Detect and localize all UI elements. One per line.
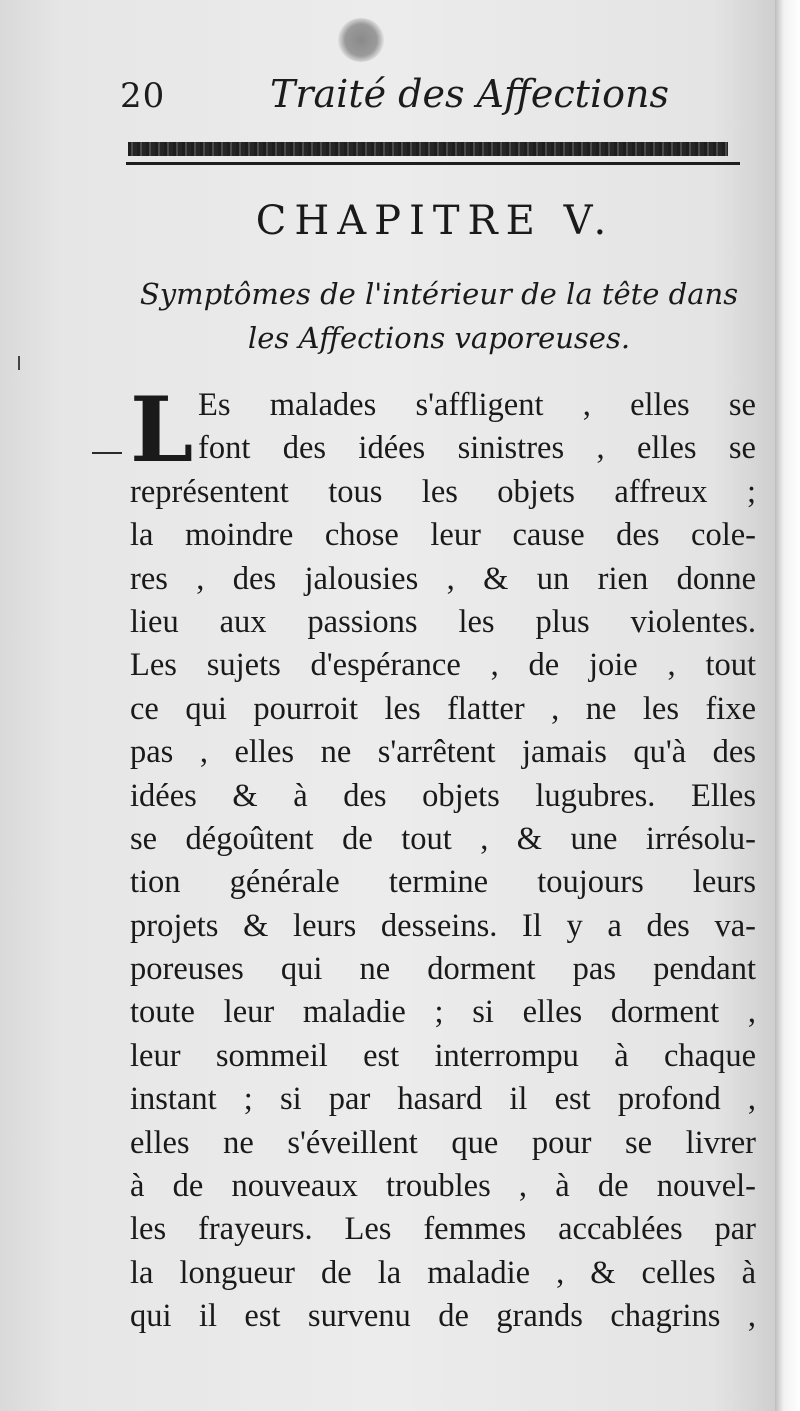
page-number: 20: [120, 76, 166, 116]
text-line: la longueur de la maladie , & celles à: [130, 1254, 756, 1291]
chapter-subtitle: [130, 272, 748, 360]
text-line: tion générale termine toujours leurs: [130, 864, 756, 901]
text-line: leur sommeil est interrompu à chaque: [130, 1037, 756, 1074]
text-line: toute leur maladie ; si elles dorment ,: [130, 994, 756, 1031]
subtitle-line: les Affections vaporeuses.: [247, 321, 631, 355]
text-line: projets & leurs desseins. Il y a des va-: [130, 907, 756, 944]
margin-dash: [92, 452, 122, 454]
text-line: ce qui pourroit les flatter , ne les fixe: [130, 690, 756, 727]
page-header: [120, 72, 740, 122]
text-line: res , des jalousies , & un rien donne: [130, 560, 756, 597]
text-line: font des idées sinistres , elles se: [198, 430, 756, 467]
chapter-title: CHAPITRE V.: [255, 198, 615, 244]
ink-smudge: [338, 18, 384, 62]
text-line: les frayeurs. Les femmes accablées par: [130, 1211, 756, 1248]
subtitle-line: Symptômes de l'intérieur de la tête dans: [139, 277, 739, 311]
text-line: instant ; si par hasard il est profond ,: [130, 1081, 756, 1118]
text-line: la moindre chose leur cause des cole-: [130, 517, 756, 554]
text-line: Les sujets d'espérance , de joie , tout: [130, 647, 756, 684]
text-line: à de nouveaux troubles , à de nouvel-: [130, 1168, 756, 1205]
text-line: représentent tous les objets affreux ;: [130, 473, 756, 510]
page-edge: [775, 0, 800, 1411]
text-line: Es malades s'affligent , elles se: [198, 387, 756, 423]
body-text: [130, 377, 756, 1339]
text-line: poreuses qui ne dorment pas pendant: [130, 951, 756, 988]
text-line: pas , elles ne s'arrêtent jamais qu'à des: [130, 734, 756, 771]
ornament-line: [126, 162, 740, 165]
text-line: idées & à des objets lugubres. Elles: [130, 777, 756, 814]
text-line: lieu aux passions les plus violentes.: [130, 603, 756, 640]
margin-mark: [18, 356, 20, 370]
ornamental-rule: [126, 142, 740, 172]
text-line: se dégoûtent de tout , & une irrésolu-: [130, 820, 756, 857]
text-line: elles ne s'éveillent que pour se livrer: [130, 1124, 756, 1161]
drop-cap: L: [130, 377, 194, 483]
text-line: qui il est survenu de grands chagrins ,: [130, 1298, 756, 1335]
running-head: Traité des Affections: [270, 72, 669, 116]
ornament-band: [128, 142, 728, 156]
